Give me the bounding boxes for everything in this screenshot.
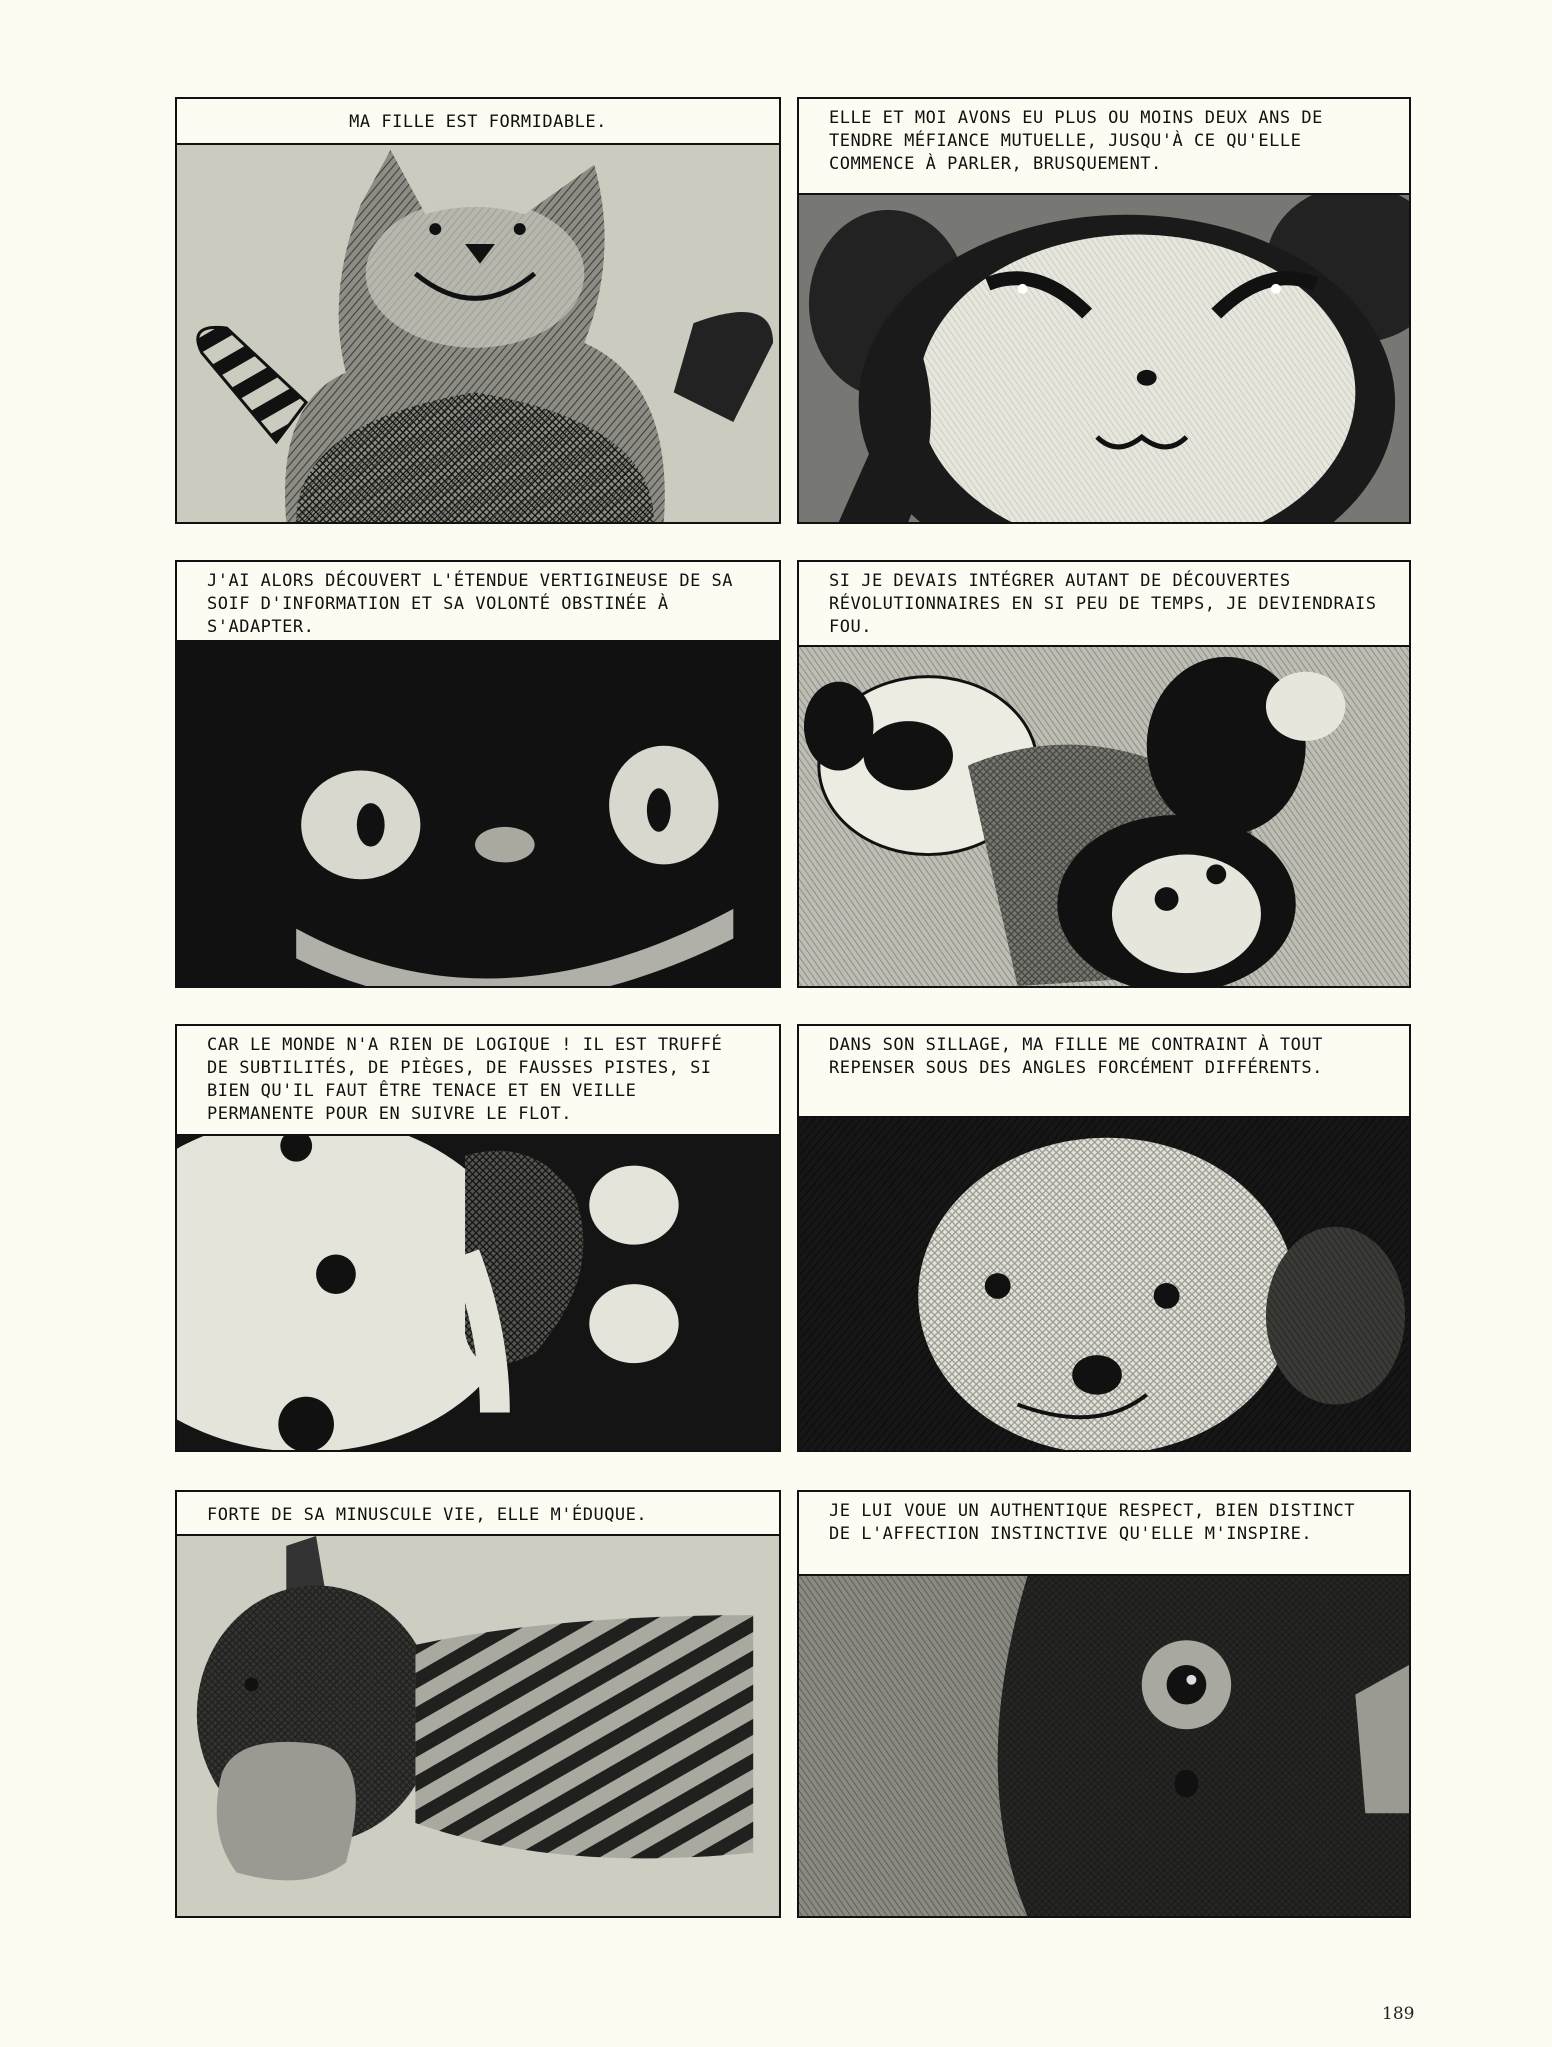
comic-panel-5	[175, 1024, 781, 1452]
toys-on-bed-illustration	[799, 647, 1409, 986]
bear-plush-illustration	[799, 195, 1409, 522]
page-number: 189	[1382, 2004, 1415, 2024]
white-plush-illustration	[177, 1136, 779, 1450]
panel-caption: J'AI ALORS DÉCOUVERT L'ÉTENDUE VERTIGINEUSE DE SA SOIF D'INFORMATION ET SA VOLONTÉ OBSTINÉE À S'ADAPTER.	[177, 562, 779, 642]
panel-caption: DANS SON SILLAGE, MA FILLE ME CONTRAINT À TOUT REPENSER SOUS DES ANGLES FORCÉMENT DIFFÉRENTS.	[799, 1026, 1409, 1118]
donkey-plush-illustration	[177, 1536, 779, 1916]
panel-caption: CAR LE MONDE N'A RIEN DE LOGIQUE ! IL EST TRUFFÉ DE SUBTILITÉS, DE PIÈGES, DE FAUSSES PISTES, SI BIEN QU'IL FAUT ÊTRE TENACE ET EN VEILLE PERMANENTE POUR EN SUIVRE LE FLOT.	[177, 1026, 779, 1136]
cat-plush-illustration	[177, 145, 779, 522]
panel-caption: SI JE DEVAIS INTÉGRER AUTANT DE DÉCOUVERTES RÉVOLUTIONNAIRES EN SI PEU DE TEMPS, JE DEVIENDRAIS FOU.	[799, 562, 1409, 647]
comic-panel-4	[797, 560, 1411, 988]
comic-panel-3	[175, 560, 781, 988]
comic-panel-7	[175, 1490, 781, 1918]
comic-panel-1	[175, 97, 781, 524]
comic-panel-2	[797, 97, 1411, 524]
panel-caption: ELLE ET MOI AVONS EU PLUS OU MOINS DEUX ANS DE TENDRE MÉFIANCE MUTUELLE, JUSQU'À CE QU'ELLE COMMENCE À PARLER, BRUSQUEMENT.	[799, 99, 1409, 195]
panel-caption: FORTE DE SA MINUSCULE VIE, ELLE M'ÉDUQUE.	[177, 1492, 779, 1536]
comic-panel-8	[797, 1490, 1411, 1918]
dark-plush-illustration	[177, 642, 779, 986]
mouse-plush-illustration	[799, 1118, 1409, 1450]
panel-caption: JE LUI VOUE UN AUTHENTIQUE RESPECT, BIEN DISTINCT DE L'AFFECTION INSTINCTIVE QU'ELLE M'INSPIRE.	[799, 1492, 1409, 1576]
panel-caption: MA FILLE EST FORMIDABLE.	[177, 99, 779, 145]
comic-panel-6	[797, 1024, 1411, 1452]
eye-closeup-illustration	[799, 1576, 1409, 1916]
